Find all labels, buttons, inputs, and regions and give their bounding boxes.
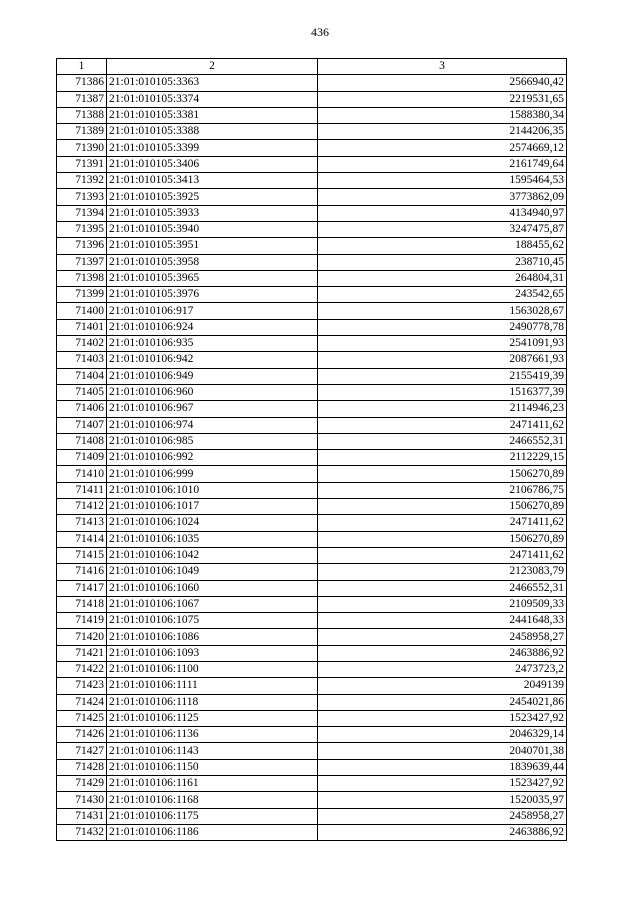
value-cell: 2471411,62 <box>318 515 567 531</box>
cadastral-number-cell: 21:01:010106:1100 <box>107 661 318 677</box>
row-number-cell: 71429 <box>57 776 107 792</box>
cadastral-number-cell: 21:01:010105:3933 <box>107 205 318 221</box>
value-cell: 2114946,23 <box>318 401 567 417</box>
table-row <box>57 401 567 417</box>
value-cell: 2566940,42 <box>318 75 567 91</box>
row-number-cell: 71400 <box>57 303 107 319</box>
table-row <box>57 303 567 319</box>
row-number-cell: 71425 <box>57 710 107 726</box>
cadastral-number-cell: 21:01:010105:3940 <box>107 221 318 237</box>
table-row <box>57 238 567 254</box>
row-number-cell: 71407 <box>57 417 107 433</box>
table-row <box>57 254 567 270</box>
value-cell: 188455,62 <box>318 238 567 254</box>
table-row <box>57 824 567 840</box>
table-row <box>57 727 567 743</box>
value-cell: 2473723,2 <box>318 661 567 677</box>
cadastral-number-cell: 21:01:010105:3388 <box>107 124 318 140</box>
cadastral-number-cell: 21:01:010105:3965 <box>107 270 318 286</box>
table-row <box>57 678 567 694</box>
row-number-cell: 71404 <box>57 368 107 384</box>
table-row <box>57 91 567 107</box>
row-number-cell: 71388 <box>57 107 107 123</box>
value-cell: 2458958,27 <box>318 629 567 645</box>
value-cell: 1506270,89 <box>318 466 567 482</box>
table-row <box>57 661 567 677</box>
value-cell: 2471411,62 <box>318 417 567 433</box>
cadastral-number-cell: 21:01:010105:3413 <box>107 173 318 189</box>
row-number-cell: 71417 <box>57 580 107 596</box>
row-number-cell: 71387 <box>57 91 107 107</box>
cadastral-number-cell: 21:01:010106:992 <box>107 450 318 466</box>
column-header-2: 2 <box>107 59 318 75</box>
row-number-cell: 71431 <box>57 808 107 824</box>
table-row <box>57 776 567 792</box>
table-row <box>57 336 567 352</box>
row-number-cell: 71391 <box>57 156 107 172</box>
row-number-cell: 71421 <box>57 645 107 661</box>
table-row <box>57 140 567 156</box>
cadastral-number-cell: 21:01:010106:985 <box>107 433 318 449</box>
row-number-cell: 71390 <box>57 140 107 156</box>
value-cell: 2541091,93 <box>318 336 567 352</box>
cadastral-number-cell: 21:01:010105:3406 <box>107 156 318 172</box>
cadastral-number-cell: 21:01:010106:1125 <box>107 710 318 726</box>
cadastral-number-cell: 21:01:010106:1010 <box>107 482 318 498</box>
row-number-cell: 71403 <box>57 352 107 368</box>
value-cell: 243542,65 <box>318 287 567 303</box>
row-number-cell: 71422 <box>57 661 107 677</box>
value-cell: 3247475,87 <box>318 221 567 237</box>
table-row <box>57 547 567 563</box>
cadastral-number-cell: 21:01:010106:967 <box>107 401 318 417</box>
value-cell: 1523427,92 <box>318 776 567 792</box>
table-row <box>57 221 567 237</box>
table-row <box>57 189 567 205</box>
cadastral-number-cell: 21:01:010106:1150 <box>107 759 318 775</box>
row-number-cell: 71430 <box>57 792 107 808</box>
cadastral-number-cell: 21:01:010106:1161 <box>107 776 318 792</box>
table-row <box>57 531 567 547</box>
value-cell: 1506270,89 <box>318 499 567 515</box>
table-row <box>57 808 567 824</box>
row-number-cell: 71402 <box>57 336 107 352</box>
value-cell: 2161749,64 <box>318 156 567 172</box>
table-row <box>57 629 567 645</box>
row-number-cell: 71432 <box>57 824 107 840</box>
row-number-cell: 71396 <box>57 238 107 254</box>
table-header <box>57 59 567 75</box>
row-number-cell: 71401 <box>57 319 107 335</box>
table-row <box>57 270 567 286</box>
table-row <box>57 613 567 629</box>
table-row <box>57 450 567 466</box>
row-number-cell: 71409 <box>57 450 107 466</box>
cadastral-number-cell: 21:01:010106:1136 <box>107 727 318 743</box>
value-cell: 238710,45 <box>318 254 567 270</box>
table-row <box>57 515 567 531</box>
table-row <box>57 499 567 515</box>
row-number-cell: 71415 <box>57 547 107 563</box>
value-cell: 1595464,53 <box>318 173 567 189</box>
page-number: 436 <box>311 25 329 39</box>
table-row <box>57 417 567 433</box>
table-row <box>57 710 567 726</box>
table-row <box>57 433 567 449</box>
cadastral-number-cell: 21:01:010106:1093 <box>107 645 318 661</box>
table-body <box>57 75 567 841</box>
table-row <box>57 645 567 661</box>
value-cell: 2123083,79 <box>318 564 567 580</box>
row-number-cell: 71410 <box>57 466 107 482</box>
row-number-cell: 71406 <box>57 401 107 417</box>
value-cell: 2574669,12 <box>318 140 567 156</box>
value-cell: 1516377,39 <box>318 384 567 400</box>
cadastral-number-cell: 21:01:010106:1042 <box>107 547 318 563</box>
value-cell: 264804,31 <box>318 270 567 286</box>
value-cell: 2144206,35 <box>318 124 567 140</box>
cadastral-number-cell: 21:01:010105:3976 <box>107 287 318 303</box>
table-row <box>57 792 567 808</box>
value-cell: 1839639,44 <box>318 759 567 775</box>
cadastral-number-cell: 21:01:010106:1175 <box>107 808 318 824</box>
cadastral-number-cell: 21:01:010106:1060 <box>107 580 318 596</box>
table-row <box>57 156 567 172</box>
cadastral-number-cell: 21:01:010106:1168 <box>107 792 318 808</box>
row-number-cell: 71399 <box>57 287 107 303</box>
row-number-cell: 71420 <box>57 629 107 645</box>
row-number-cell: 71408 <box>57 433 107 449</box>
cadastral-number-cell: 21:01:010105:3925 <box>107 189 318 205</box>
row-number-cell: 71412 <box>57 499 107 515</box>
row-number-cell: 71413 <box>57 515 107 531</box>
cadastral-number-cell: 21:01:010106:1035 <box>107 531 318 547</box>
value-cell: 2466552,31 <box>318 433 567 449</box>
row-number-cell: 71405 <box>57 384 107 400</box>
cadastral-number-cell: 21:01:010105:3381 <box>107 107 318 123</box>
value-cell: 2049139 <box>318 678 567 694</box>
column-header-3: 3 <box>318 59 567 75</box>
cadastral-number-cell: 21:01:010106:1186 <box>107 824 318 840</box>
cadastral-number-cell: 21:01:010106:1143 <box>107 743 318 759</box>
value-cell: 2106786,75 <box>318 482 567 498</box>
value-cell: 1523427,92 <box>318 710 567 726</box>
cadastral-number-cell: 21:01:010106:999 <box>107 466 318 482</box>
value-cell: 2087661,93 <box>318 352 567 368</box>
value-cell: 2466552,31 <box>318 580 567 596</box>
table-row <box>57 319 567 335</box>
value-cell: 1563028,67 <box>318 303 567 319</box>
cadastral-number-cell: 21:01:010106:924 <box>107 319 318 335</box>
row-number-cell: 71426 <box>57 727 107 743</box>
header-row <box>57 59 567 75</box>
table-row <box>57 107 567 123</box>
cadastral-number-cell: 21:01:010106:935 <box>107 336 318 352</box>
value-cell: 2155419,39 <box>318 368 567 384</box>
cadastral-number-cell: 21:01:010105:3374 <box>107 91 318 107</box>
table-row <box>57 694 567 710</box>
cadastral-number-cell: 21:01:010105:3951 <box>107 238 318 254</box>
cadastral-number-cell: 21:01:010106:1049 <box>107 564 318 580</box>
value-cell: 1506270,89 <box>318 531 567 547</box>
cadastral-number-cell: 21:01:010106:974 <box>107 417 318 433</box>
row-number-cell: 71419 <box>57 613 107 629</box>
column-header-1: 1 <box>57 59 107 75</box>
row-number-cell: 71394 <box>57 205 107 221</box>
cadastral-number-cell: 21:01:010106:949 <box>107 368 318 384</box>
value-cell: 3773862,09 <box>318 189 567 205</box>
table-row <box>57 173 567 189</box>
table-row <box>57 743 567 759</box>
value-cell: 2458958,27 <box>318 808 567 824</box>
table-row <box>57 124 567 140</box>
value-cell: 2463886,92 <box>318 824 567 840</box>
row-number-cell: 71395 <box>57 221 107 237</box>
row-number-cell: 71389 <box>57 124 107 140</box>
value-cell: 2441648,33 <box>318 613 567 629</box>
cadastral-number-cell: 21:01:010106:1075 <box>107 613 318 629</box>
cadastral-number-cell: 21:01:010106:917 <box>107 303 318 319</box>
value-cell: 1520035,97 <box>318 792 567 808</box>
row-number-cell: 71398 <box>57 270 107 286</box>
row-number-cell: 71424 <box>57 694 107 710</box>
cadastral-number-cell: 21:01:010106:1111 <box>107 678 318 694</box>
table-row <box>57 384 567 400</box>
table-row <box>57 580 567 596</box>
row-number-cell: 71386 <box>57 75 107 91</box>
row-number-cell: 71392 <box>57 173 107 189</box>
cadastral-number-cell: 21:01:010106:1086 <box>107 629 318 645</box>
value-cell: 2046329,14 <box>318 727 567 743</box>
cadastral-number-cell: 21:01:010106:1024 <box>107 515 318 531</box>
table-row <box>57 368 567 384</box>
cadastral-number-cell: 21:01:010105:3399 <box>107 140 318 156</box>
row-number-cell: 71428 <box>57 759 107 775</box>
row-number-cell: 71418 <box>57 596 107 612</box>
value-cell: 1588380,34 <box>318 107 567 123</box>
row-number-cell: 71397 <box>57 254 107 270</box>
cadastral-number-cell: 21:01:010105:3958 <box>107 254 318 270</box>
table-row <box>57 482 567 498</box>
table-row <box>57 759 567 775</box>
registry-table <box>56 58 567 841</box>
value-cell: 2112229,15 <box>318 450 567 466</box>
table-row <box>57 205 567 221</box>
cadastral-number-cell: 21:01:010105:3363 <box>107 75 318 91</box>
cadastral-number-cell: 21:01:010106:1067 <box>107 596 318 612</box>
table-row <box>57 596 567 612</box>
table-row <box>57 466 567 482</box>
value-cell: 2040701,38 <box>318 743 567 759</box>
table-row <box>57 564 567 580</box>
value-cell: 2109509,33 <box>318 596 567 612</box>
row-number-cell: 71427 <box>57 743 107 759</box>
row-number-cell: 71414 <box>57 531 107 547</box>
value-cell: 2219531,65 <box>318 91 567 107</box>
value-cell: 2471411,62 <box>318 547 567 563</box>
table-row <box>57 287 567 303</box>
value-cell: 2463886,92 <box>318 645 567 661</box>
value-cell: 2454021,86 <box>318 694 567 710</box>
cadastral-number-cell: 21:01:010106:1118 <box>107 694 318 710</box>
value-cell: 2490778,78 <box>318 319 567 335</box>
row-number-cell: 71411 <box>57 482 107 498</box>
row-number-cell: 71416 <box>57 564 107 580</box>
row-number-cell: 71393 <box>57 189 107 205</box>
value-cell: 4134940,97 <box>318 205 567 221</box>
cadastral-number-cell: 21:01:010106:942 <box>107 352 318 368</box>
cadastral-number-cell: 21:01:010106:1017 <box>107 499 318 515</box>
cadastral-number-cell: 21:01:010106:960 <box>107 384 318 400</box>
table-row <box>57 75 567 91</box>
table-row <box>57 352 567 368</box>
row-number-cell: 71423 <box>57 678 107 694</box>
